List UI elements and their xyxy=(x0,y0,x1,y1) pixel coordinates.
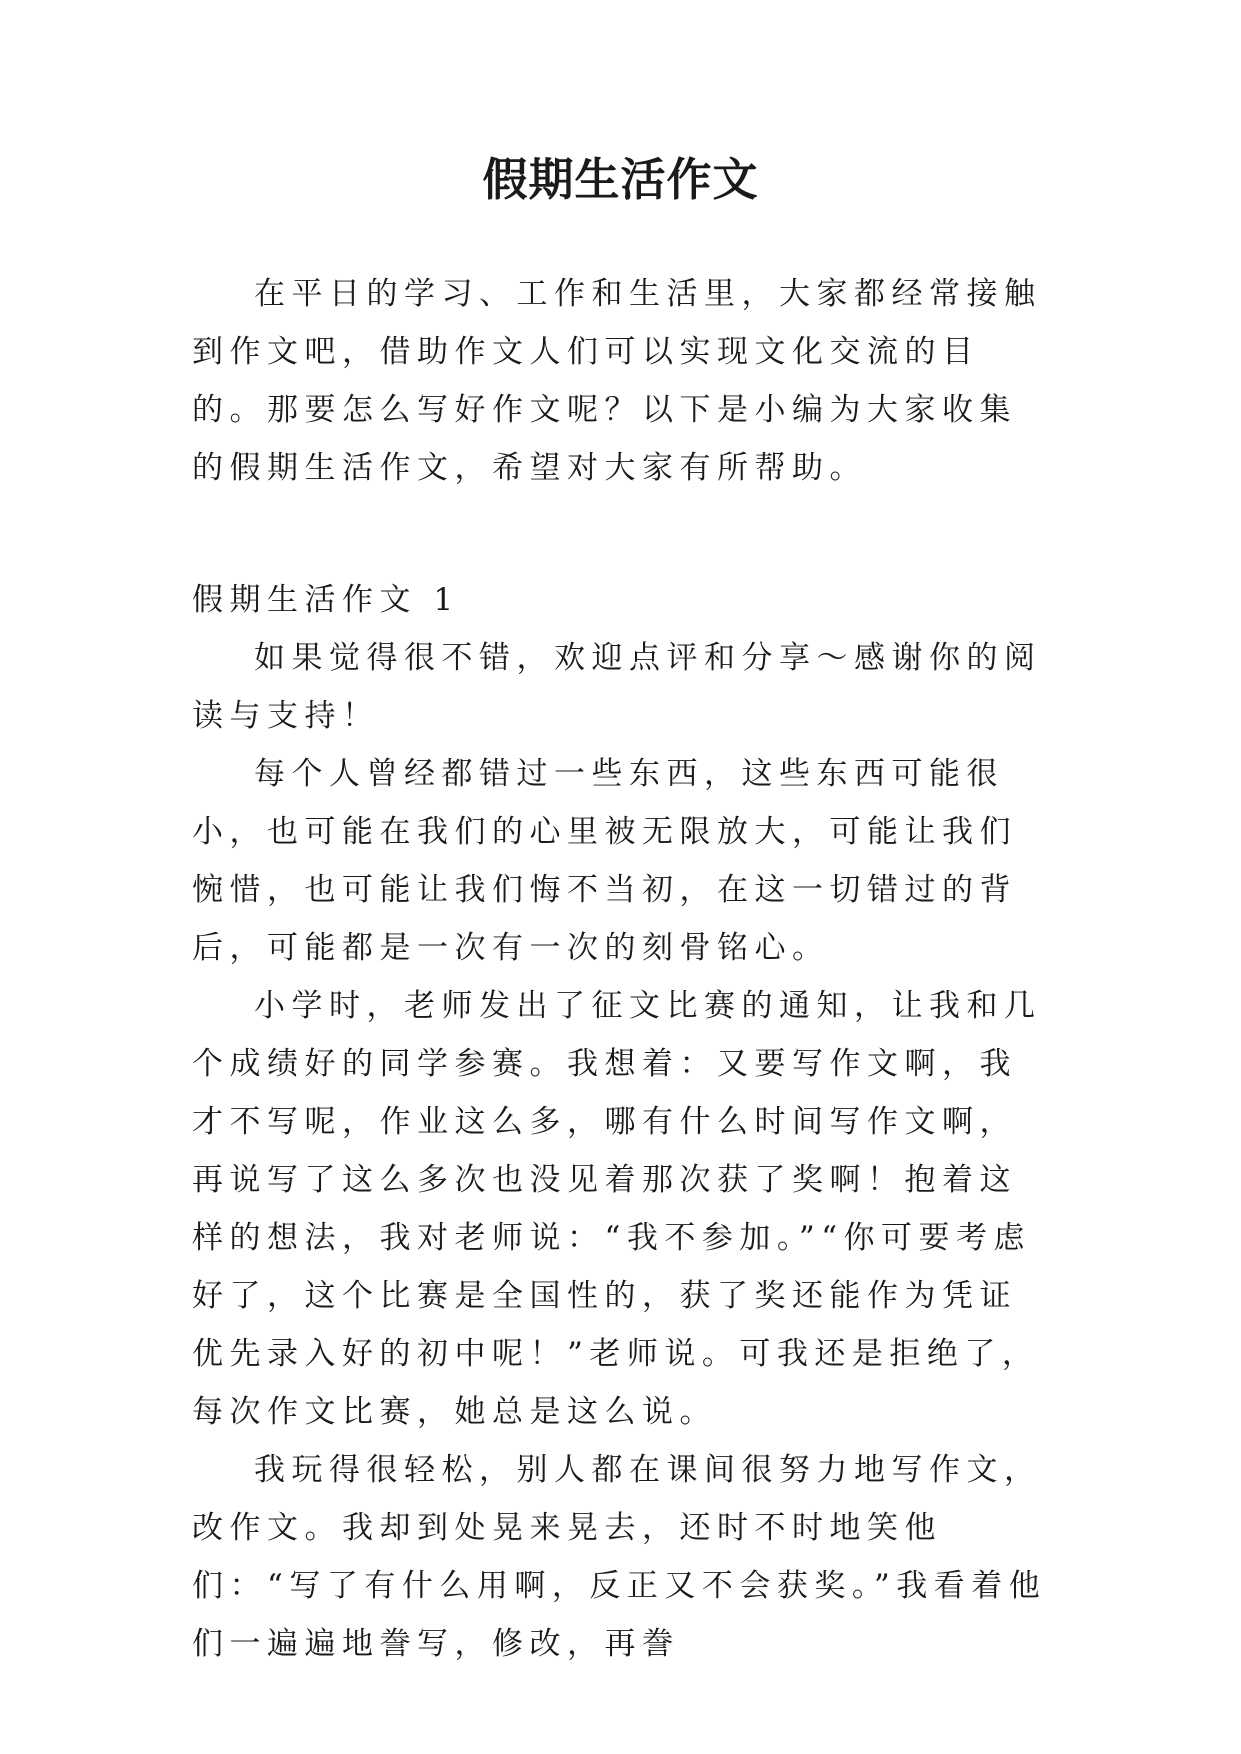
body-paragraph: 小学时，老师发出了征文比赛的通知，让我和几个成绩好的同学参赛。我想着：又要写作文啊，我才不写呢，作业这么多，哪有什么时间写作文啊，再说写了这么多次也没见着那次获了奖啊！抱着这样的想法，我对老师说：“我不参加。”“你可要考虑好了，这个比赛是全国性的，获了奖还能作为凭证优先录入好的初中呢！”老师说。可我还是拒绝了，每次作文比赛，她总是这么说。 xyxy=(192,988,1042,1430)
intro-block xyxy=(192,265,1052,497)
body-paragraph: 我玩得很轻松，别人都在课间很努力地写作文，改作文。我却到处晃来晃去，还时不时地笑他们：“写了有什么用啊，反正又不会获奖。”我看着他们一遍遍地誊写，修改，再誊 xyxy=(192,1452,1047,1662)
body-paragraph: 如果觉得很不错，欢迎点评和分享～感谢你的阅读与支持！ xyxy=(192,640,1042,734)
body-paragraph: 每个人曾经都错过一些东西，这些东西可能很小，也可能在我们的心里被无限放大，可能让我们惋惜，也可能让我们悔不当初，在这一切错过的背后，可能都是一次有一次的刻骨铭心。 xyxy=(192,756,1017,966)
section-heading: 假期生活作文 1 xyxy=(192,582,460,618)
section-block xyxy=(192,571,1052,1673)
intro-paragraph: 在平日的学习、工作和生活里，大家都经常接触到作文吧，借助作文人们可以实现文化交流的目的。那要怎么写好作文呢？以下是小编为大家收集的假期生活作文，希望对大家有所帮助。 xyxy=(192,276,1042,486)
document-title: 假期生活作文 xyxy=(482,153,759,206)
